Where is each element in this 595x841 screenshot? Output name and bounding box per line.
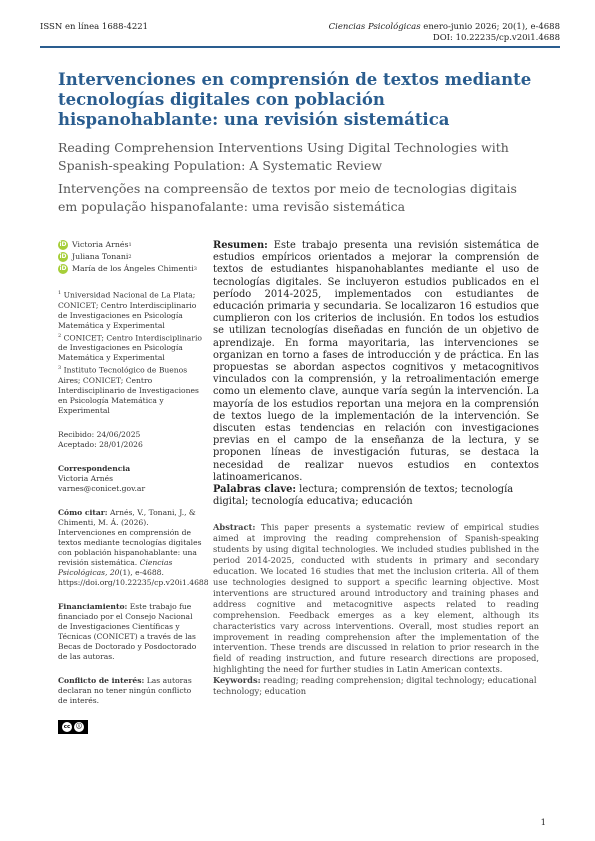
abstract-text: This paper presents a systematic review of empirical studies aimed at improving the reading comprehension of Spanish-speaking students by using digital technologies. We included studies published in the period 2014-2025, conducted with students in primary and secondary education. We located 16 studies that met the inclusion criteria. All of them use technologies designed to support a specific learning objective. Most interventions are structured around introductory and training phases and address cognitive and metacognitive aspects related to reading comprehension. Feedback emerges as a key element, although its characteristics vary across interventions. Overall, most studies report an improvement in reading comprehension after the implementation of the intervention. These trends are discussed in relation to prior research in the field of reading instruction, and future research directions are proposed, highlighting the need for further studies in Latin American contexts. xyxy=(213,522,539,675)
funding-text: Este trabajo fue financiado por el Consejo Nacional de Investigaciones Científicas y Técnicas (CONICET) a través de las Becas de Doctorado y Posdoctorado de las autoras. xyxy=(58,601,197,661)
keywords-label: Keywords: xyxy=(213,675,261,686)
resumen xyxy=(213,240,539,484)
journal-info xyxy=(329,22,560,44)
author-1[interactable] xyxy=(58,240,202,250)
issn: ISSN en línea 1688-4221 xyxy=(40,22,149,32)
correspondence-email[interactable]: varnes@conicet.gov.ar xyxy=(58,483,146,493)
conflict-label: Conflicto de interés: xyxy=(58,675,145,685)
palabras-clave-label: Palabras clave: xyxy=(213,484,297,496)
citation xyxy=(58,507,209,588)
title-spanish: Intervenciones en comprensión de textos mediante tecnologías digitales con población hispanohablante: una revisión sistemática xyxy=(58,70,532,129)
funding xyxy=(58,602,202,662)
affiliation-sup: 2 xyxy=(58,332,62,339)
conflict-text: Las autoras declaran no tener ningún conflicto de interés. xyxy=(58,675,192,705)
orcid-icon[interactable]: iD xyxy=(59,265,67,272)
correspondence-label: Correspondencia xyxy=(58,463,131,473)
affiliation-2 xyxy=(58,331,202,364)
affiliations xyxy=(58,288,202,416)
citation-label: Cómo citar: xyxy=(58,507,108,517)
by-icon: ⓘ xyxy=(74,722,84,732)
orcid-icon[interactable]: iD xyxy=(59,253,67,260)
citation-text: Arnés, V., Tonani, J., & Chimenti, M. Á. (2026). Intervenciones en comprensión de textos mediante tecnologías digitales con población hispanohablante: una revisión sistemática. xyxy=(58,507,202,567)
dates xyxy=(58,430,202,450)
cc-by-license-icon[interactable] xyxy=(58,720,88,734)
orcid-icon[interactable]: iD xyxy=(59,241,67,248)
author-sup: 2 xyxy=(128,254,132,260)
journal-name: Ciencias Psicológicas xyxy=(328,22,421,32)
affiliation-3 xyxy=(58,363,202,416)
affiliation-sup: 1 xyxy=(58,290,62,296)
author-sup: 1 xyxy=(128,242,132,248)
abstract-label: Abstract: xyxy=(213,522,256,533)
title-english: Reading Comprehension Interventions Using Digital Technologies with Spanish-speaking Population: A Systematic Review xyxy=(58,140,509,173)
author-2[interactable] xyxy=(58,252,202,262)
cc-icon: cc xyxy=(63,723,71,730)
palabras-clave xyxy=(213,484,539,508)
sidebar-metadata xyxy=(58,240,209,734)
affiliation-text: CONICET; Centro Interdisciplinario de Investigaciones en Psicología Matemática y Experimental xyxy=(58,333,202,363)
author-name: Victoria Arnés xyxy=(72,240,129,249)
page-number: 1 xyxy=(540,818,546,828)
keywords-text: reading; reading comprehension; digital technology; educational technology; education xyxy=(213,675,537,697)
author-3[interactable] xyxy=(58,264,202,274)
title-portuguese: Intervenções na compreensão de textos por meio de tecnologias digitais em população hispanofalante: uma revisão sistemática xyxy=(58,181,517,214)
citation-doi[interactable]: (1), e-4688. https://doi.org/10.22235/cp.v20i1.4688 xyxy=(58,567,209,587)
main-column xyxy=(213,240,539,697)
author-name: Juliana Tonani xyxy=(72,252,129,261)
received-date: Recibido: 24/06/2025 xyxy=(58,429,141,439)
accepted-date: Aceptado: 28/01/2026 xyxy=(58,439,143,449)
journal-issue: enero-junio 2026; 20(1), e-4688 xyxy=(420,22,560,32)
author-sup: 3 xyxy=(193,266,197,272)
keywords xyxy=(213,675,539,697)
citation-journal: Ciencias Psicológicas, 20 xyxy=(58,557,173,577)
affiliation-1 xyxy=(58,288,202,331)
correspondence xyxy=(58,464,202,494)
doi[interactable]: DOI: 10.22235/cp.v20i1.4688 xyxy=(432,33,560,43)
affiliation-text: Universidad Nacional de La Plata; CONICET; Centro Interdisciplinario de Investigaciones en Psicología Matemática y Experimental xyxy=(58,290,197,330)
author-name: María de los Ángeles Chimenti xyxy=(72,264,194,273)
affiliation-sup: 3 xyxy=(58,365,62,372)
affiliation-text: Instituto Tecnológico de Buenos Aires; CONICET; Centro Interdisciplinario de Investigaciones en Psicología Matemática y Experimental xyxy=(58,365,199,415)
correspondence-name: Victoria Arnés xyxy=(58,473,114,483)
abstract xyxy=(213,522,539,675)
resumen-label: Resumen: xyxy=(213,240,268,251)
palabras-clave-text: lectura; comprensión de textos; tecnología digital; tecnología educativa; educación xyxy=(213,484,514,508)
conflict-of-interest xyxy=(58,676,202,706)
funding-label: Financiamiento: xyxy=(58,601,128,611)
resumen-text: Este trabajo presenta una revisión sistemática de estudios empíricos orientados a mejorar la comprensión de textos de estudiantes hispanohablantes mediante el uso de tecnologías digitales. Se incluyeron estudios publicados en el período 2014-2025, implementados con estudiantes de educación primaria y secundaria. Se localizaron 16 estudios que cumplieron con los criterios de inclusión. En todos los estudios se utilizan tecnologías diseñadas en función de un objetivo de aprendizaje. En forma mayoritaria, las intervenciones se organizan en torno a fases de introducción y de práctica. En las propuestas se abordan aspectos cognitivos y metacognitivos vinculados con la comprensión, y la retroalimentación emerge como un elemento clave, aunque varía según la intervención. La mayoría de los estudios reportan una mejora en la comprensión de textos luego de la implementación de la intervención. Se discuten estas tendencias en relación con investigaciones previas en el campo de la enseñanza de la lectura, y se proponen líneas de investigación futuras, se destaca la necesidad de realizar nuevos estudios en contextos latinoamericanos. xyxy=(213,240,539,483)
header-rule xyxy=(40,46,560,48)
